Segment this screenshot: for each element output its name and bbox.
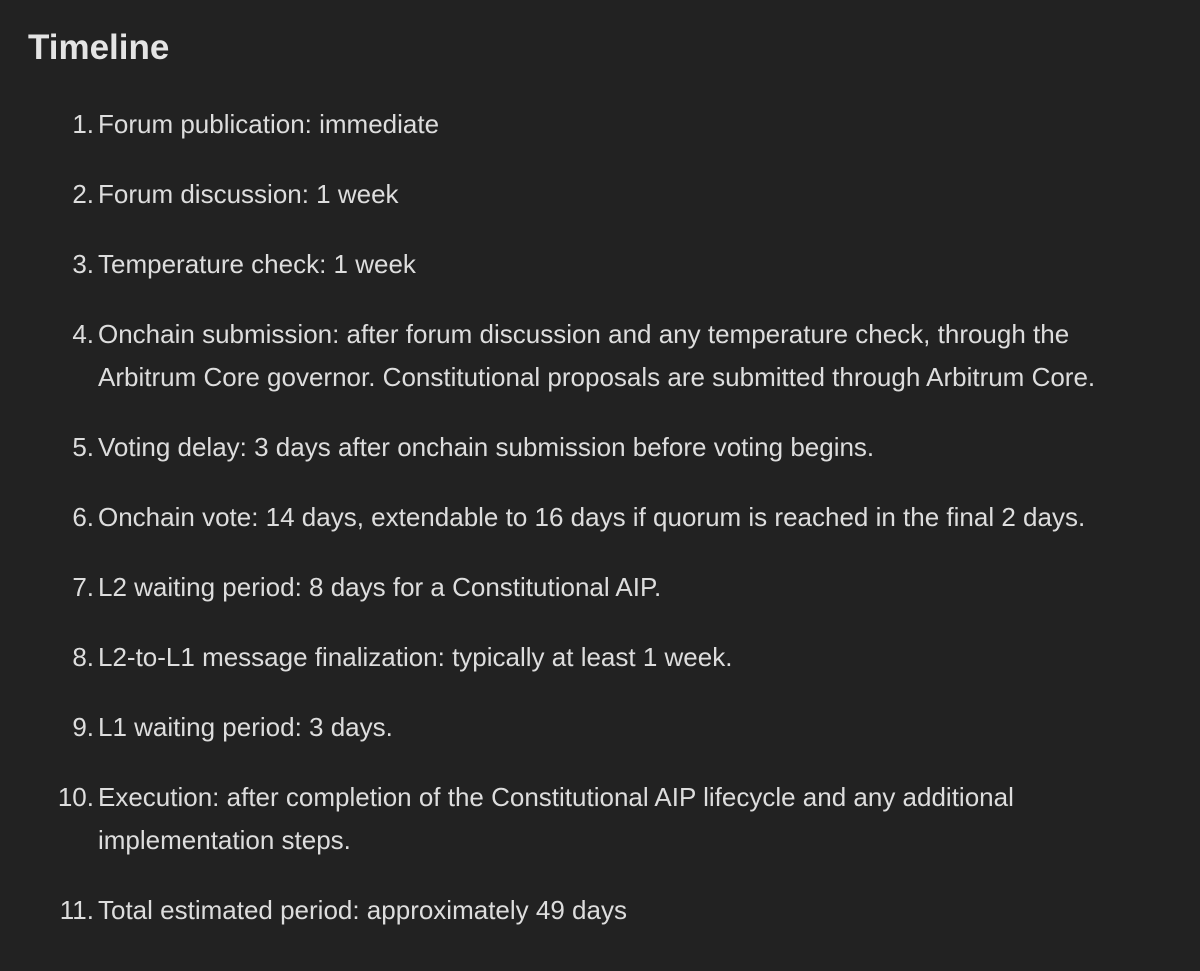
list-item-text [98, 889, 1190, 932]
list-item [0, 636, 1200, 679]
list-item-number: 9. [72, 712, 94, 742]
list-item-number: 4. [72, 319, 94, 349]
list-item-line: Forum discussion: 1 week [98, 179, 399, 209]
list-item-number: 11. [59, 895, 94, 925]
list-item [0, 103, 1200, 146]
list-item-number: 10. [57, 782, 94, 812]
list-item-line: implementation steps. [98, 825, 351, 855]
list-item-number: 7. [72, 572, 94, 602]
list-item [0, 889, 1200, 932]
list-item-line: Execution: after completion of the Constitutional AIP lifecycle and any additional [98, 782, 1014, 812]
list-item-text [98, 776, 1190, 862]
list-item-line: Total estimated period: approximately 49 days [98, 895, 627, 925]
list-item-text [98, 173, 1190, 216]
list-item-number: 1. [72, 109, 94, 139]
list-item-text [98, 243, 1190, 286]
list-item-line: Onchain submission: after forum discussion and any temperature check, through the [98, 319, 1070, 349]
list-item-line: Voting delay: 3 days after onchain submission before voting begins. [98, 432, 875, 462]
list-item-text [98, 566, 1190, 609]
list-item-text [98, 636, 1190, 679]
list-item-line: Temperature check: 1 week [98, 249, 416, 279]
list-item-text [98, 313, 1190, 399]
list-item-line: Forum publication: immediate [98, 109, 440, 139]
list-item [0, 426, 1200, 469]
list-item-text [98, 706, 1190, 749]
page-title: Timeline [28, 28, 170, 67]
list-item-line: Onchain vote: 14 days, extendable to 16 days if quorum is reached in the final 2 days. [98, 502, 1086, 532]
list-item [0, 706, 1200, 749]
list-item-line: L2-to-L1 message finalization: typically at least 1 week. [98, 642, 733, 672]
list-item [0, 566, 1200, 609]
list-item-number: 8. [72, 642, 94, 672]
list-item [0, 243, 1200, 286]
list-item-line: L2 waiting period: 8 days for a Constitutional AIP. [98, 572, 662, 602]
list-item-line: L1 waiting period: 3 days. [98, 712, 393, 742]
list-item-number: 3. [72, 249, 94, 279]
list-item-number: 2. [72, 179, 94, 209]
list-item-text [98, 496, 1190, 539]
list-item-number: 6. [72, 502, 94, 532]
list-item-line: Arbitrum Core governor. Constitutional proposals are submitted through Arbitrum Core. [98, 362, 1096, 392]
list-item-text [98, 103, 1190, 146]
list-item [0, 496, 1200, 539]
list-item-text [98, 426, 1190, 469]
list-item-number: 5. [72, 432, 94, 462]
list-item [0, 776, 1200, 862]
timeline-list [0, 103, 1200, 959]
list-item [0, 173, 1200, 216]
list-item [0, 313, 1200, 399]
